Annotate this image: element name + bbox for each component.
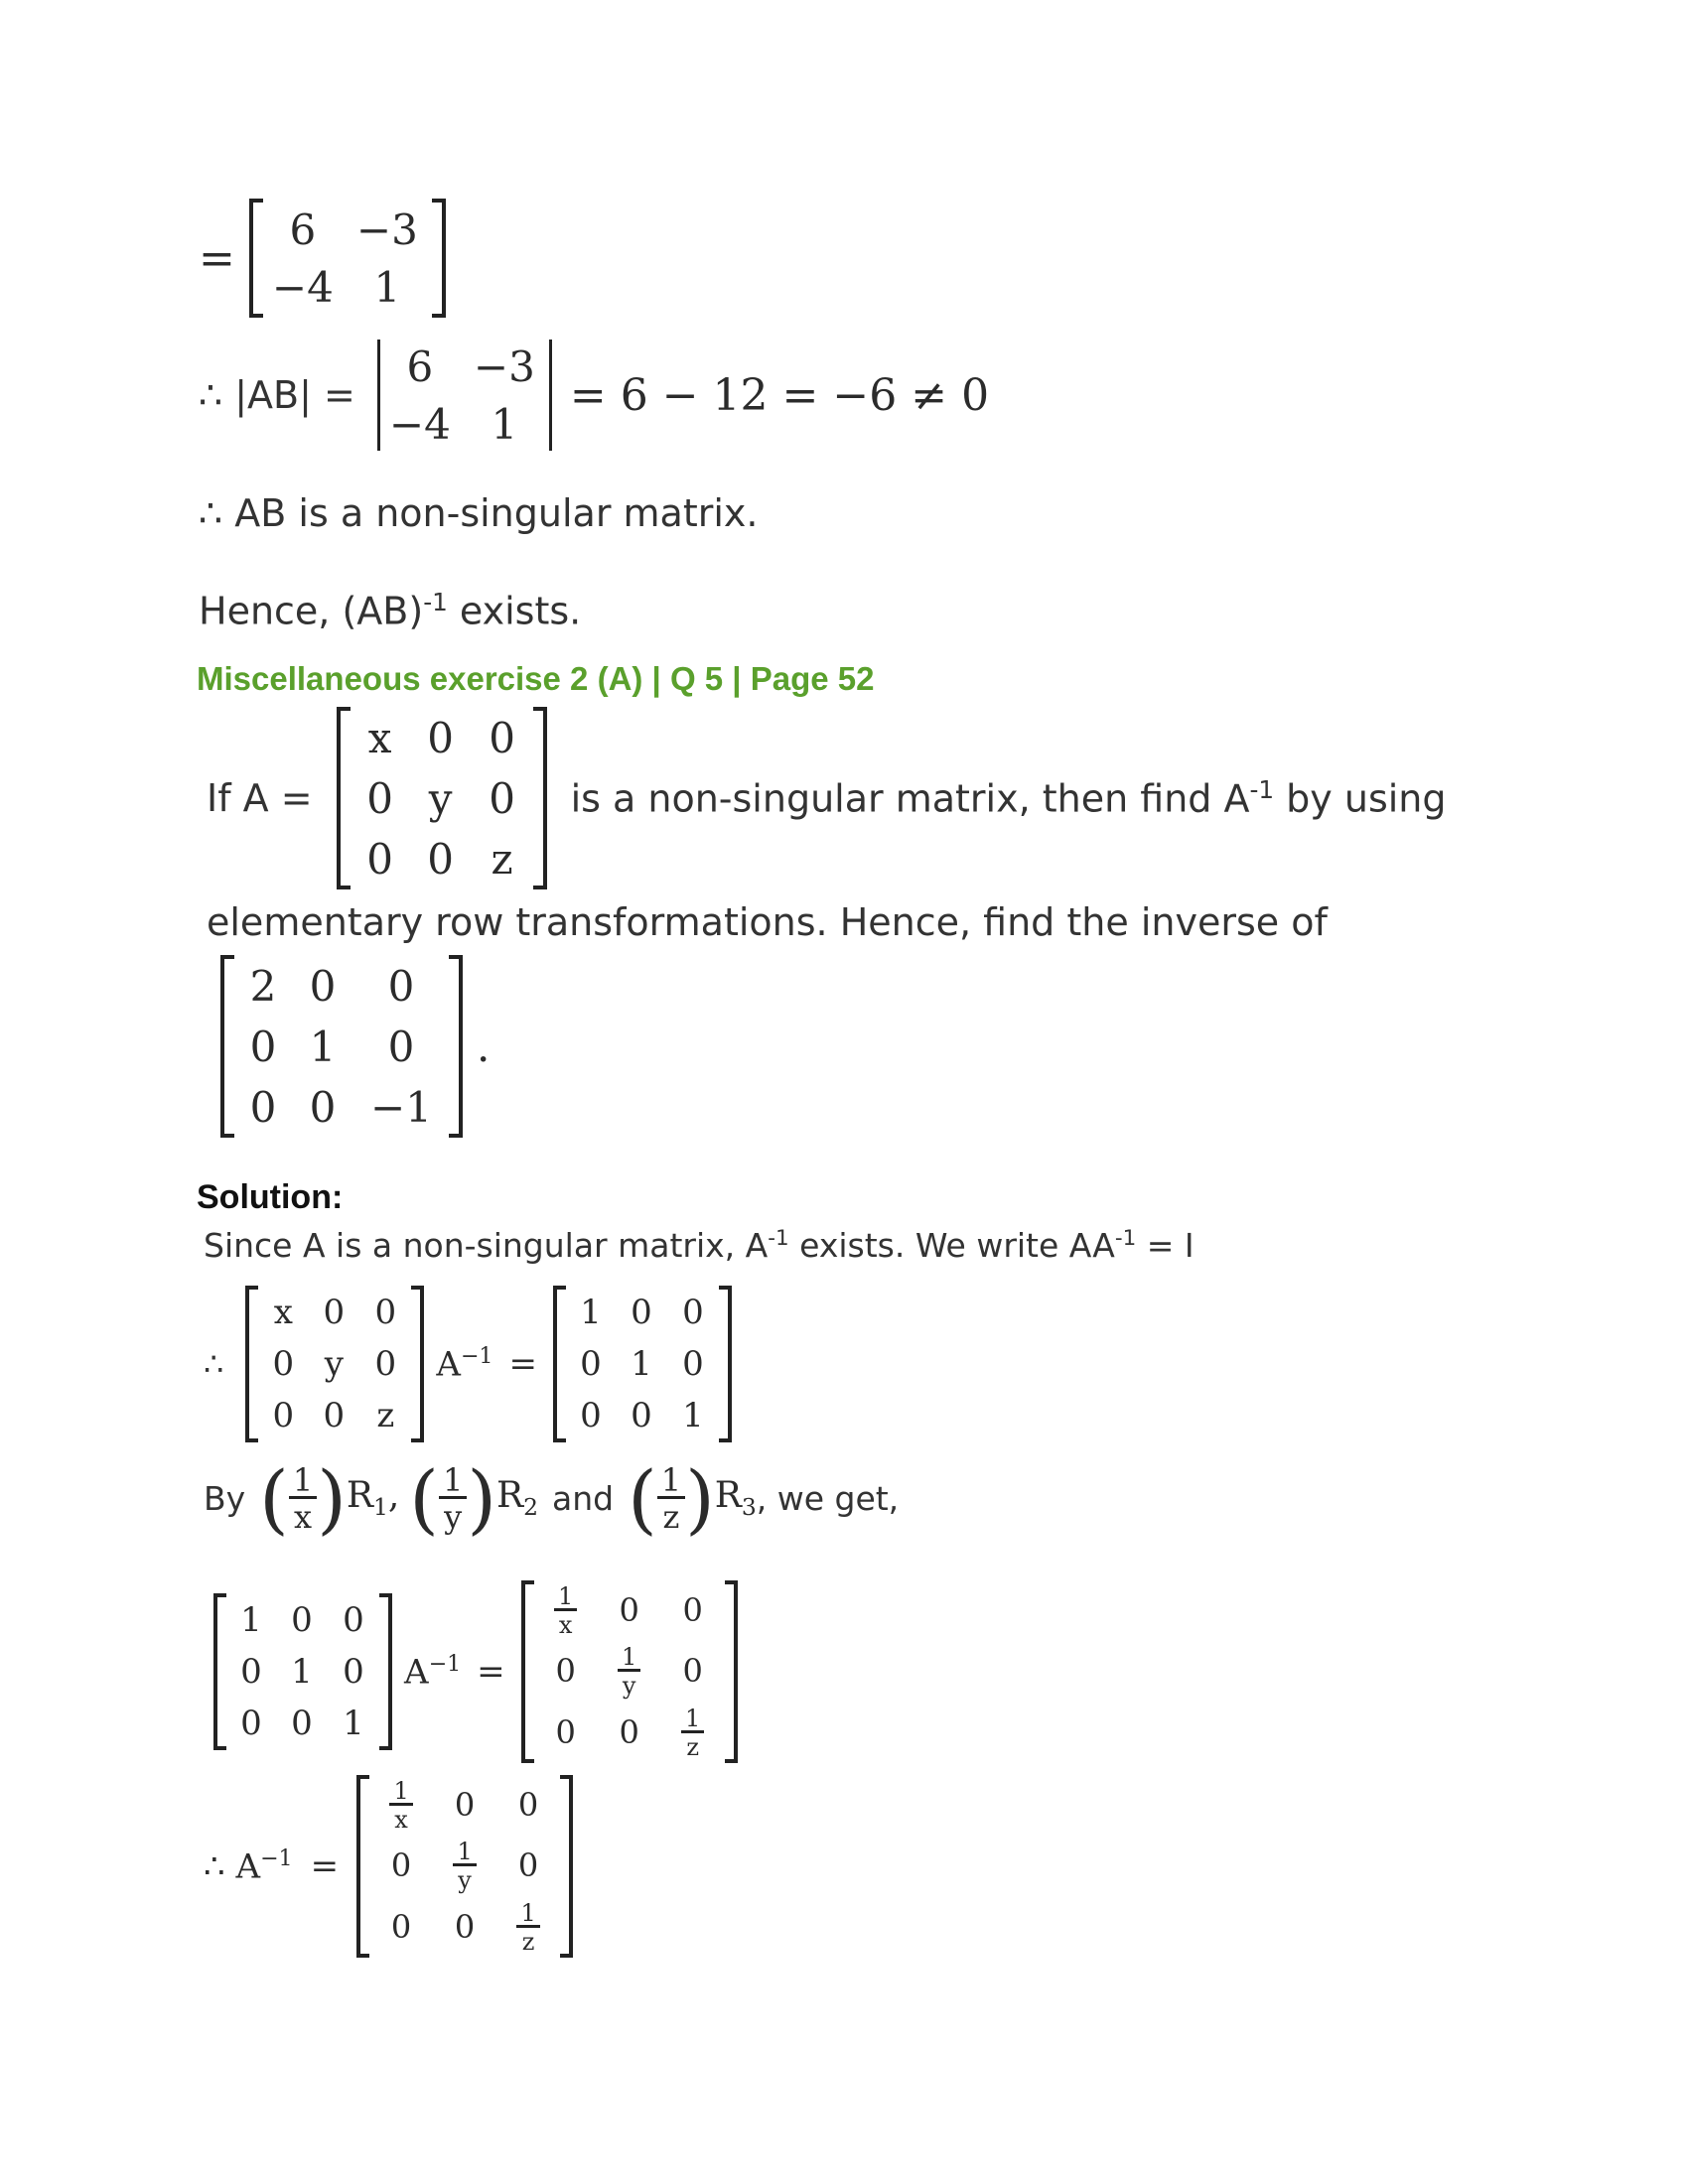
equation-2: [213, 1580, 738, 1763]
a-inverse: $A^{-1}$: [436, 1343, 493, 1385]
matrix-a: [337, 707, 547, 889]
matrix-cell: 0: [272, 1396, 295, 1435]
left-bracket: [245, 1286, 258, 1442]
matrix-cell: 0: [309, 961, 337, 1011]
matrix-cell: 0: [374, 1293, 397, 1332]
fraction-1-over-x: $\frac{1}{x}$: [289, 1464, 317, 1533]
we-get-text: , we get,: [756, 1479, 900, 1518]
matrix-cell: 0: [580, 1344, 602, 1384]
matrix-cell: 0: [343, 1600, 364, 1640]
solution-line-1: Since A is a non-singular matrix, $A^{-1}$ exists. We write $AA^{-1} = I$: [204, 1226, 1195, 1265]
left-bracket: [553, 1286, 566, 1442]
solution-label: Solution:: [197, 1178, 344, 1216]
fraction-1-over-x: $\frac{1}{x}$: [554, 1584, 577, 1637]
matrix-cell: 0: [240, 1704, 262, 1743]
left-paren: (: [628, 1454, 657, 1543]
matrix-cell: 0: [682, 1591, 703, 1629]
matrix-cell: 0: [387, 1022, 415, 1071]
fraction-1-over-z: $\frac{1}{z}$: [516, 1901, 539, 1954]
det-prefix: ∴ |AB| =: [199, 373, 355, 417]
matrix-cell: 0: [249, 1082, 277, 1132]
matrix-cell: 0: [619, 1591, 639, 1629]
right-bracket: [411, 1286, 424, 1442]
matrix-cell: 2: [249, 961, 277, 1011]
det-cell: 1: [491, 399, 518, 449]
matrix-cell: −1: [370, 1082, 432, 1132]
matrix-cell: 0: [291, 1704, 313, 1743]
matrix-cell: y: [428, 773, 453, 823]
matrix-cell: 1: [291, 1652, 313, 1692]
equals-sign: =: [508, 1344, 537, 1384]
matrix-cell: 0: [517, 1846, 539, 1884]
matrix-b: [220, 955, 490, 1138]
matrix-cell: 0: [291, 1600, 313, 1640]
matrix-cell: 0: [682, 1344, 704, 1384]
matrix-cell: 0: [454, 1908, 476, 1946]
matrix-cell: x: [273, 1293, 293, 1332]
matrix-cell: 0: [323, 1293, 346, 1332]
det-bar-right: [549, 340, 552, 451]
matrix-cell: 1: [309, 1022, 337, 1071]
equals-sign: =: [199, 232, 235, 284]
a-inverse-prefix: ∴ $A^{-1}$: [204, 1845, 293, 1887]
fraction-1-over-z: $\frac{1}{z}$: [681, 1706, 704, 1759]
and-text: and: [551, 1479, 615, 1518]
right-bracket: [449, 955, 463, 1138]
right-paren: ): [317, 1454, 347, 1543]
left-bracket: [521, 1580, 534, 1763]
matrix-cell: x: [367, 713, 392, 762]
matrix-cell: 0: [249, 1022, 277, 1071]
matrix-cell: z: [376, 1396, 395, 1435]
therefore-symbol: ∴: [204, 1345, 224, 1383]
right-paren: ): [467, 1454, 496, 1543]
matrix-cell: 6: [289, 205, 317, 254]
matrix-cell: 0: [631, 1293, 652, 1332]
matrix-xyz: [245, 1286, 424, 1442]
row-op-2: $R_2$: [495, 1475, 538, 1522]
matrix-cell: 0: [427, 713, 454, 762]
period: .: [477, 1022, 491, 1071]
result-matrix: [249, 199, 446, 318]
matrix-cell: 0: [454, 1786, 476, 1824]
matrix-cell: 0: [427, 834, 454, 884]
matrix-cell: 1: [240, 1600, 262, 1640]
matrix-cell: 0: [489, 713, 515, 762]
matrix-cell: 1: [373, 262, 401, 312]
matrix-cell: 0: [240, 1652, 262, 1692]
matrix-cell: −4: [271, 262, 334, 312]
hence-text: Hence, (AB): [199, 589, 424, 633]
hence-exists: [199, 588, 581, 633]
matrix-cell: z: [491, 834, 513, 884]
left-bracket: [356, 1775, 369, 1958]
left-bracket: [213, 1593, 226, 1750]
matrix-cell: 0: [631, 1396, 652, 1435]
fraction-1-over-y: $\frac{1}{y}$: [453, 1840, 476, 1892]
nonsingular-statement: ∴ AB is a non-singular matrix.: [199, 491, 759, 535]
matrix-cell: 0: [682, 1652, 703, 1690]
fraction-1-over-x: $\frac{1}{x}$: [389, 1779, 412, 1832]
det-cell: −3: [473, 341, 535, 391]
matrix-cell: 0: [580, 1396, 602, 1435]
left-paren: (: [409, 1454, 439, 1543]
result-matrix-line: [199, 199, 446, 318]
right-bracket: [379, 1593, 392, 1750]
left-bracket: [337, 707, 351, 889]
matrix-cell: 0: [390, 1908, 412, 1946]
matrix-cell: 0: [682, 1293, 704, 1332]
question-prefix: If A =: [207, 776, 313, 820]
right-paren: ): [685, 1454, 715, 1543]
right-bracket: [533, 707, 547, 889]
matrix-cell: 1: [580, 1293, 602, 1332]
question-line-2: elementary row transformations. Hence, find the inverse of: [207, 900, 1328, 944]
matrix-cell: −3: [355, 205, 418, 254]
equals-sign: =: [310, 1846, 340, 1886]
matrix-cell: 0: [390, 1846, 412, 1884]
by-text: By: [204, 1479, 246, 1518]
left-bracket: [249, 199, 263, 318]
equation-1: [204, 1286, 732, 1442]
det-cell: −4: [388, 399, 451, 449]
identity-matrix: [213, 1593, 392, 1750]
question-heading: Miscellaneous exercise 2 (A) | Q 5 | Page 52: [197, 660, 875, 697]
a-inverse: $A^{-1}$: [404, 1651, 462, 1693]
matrix-cell: 0: [619, 1713, 639, 1751]
determinant: [377, 338, 552, 453]
by-line: [204, 1454, 899, 1543]
matrix-cell: 0: [555, 1713, 576, 1751]
matrix-cell: 0: [272, 1344, 295, 1384]
equation-3: [204, 1775, 573, 1958]
equals-sign: =: [477, 1652, 505, 1692]
row-op-3: $R_3$: [714, 1475, 757, 1522]
matrix-cell: 0: [366, 773, 393, 823]
right-bracket: [719, 1286, 732, 1442]
identity-matrix: [553, 1286, 732, 1442]
determinant-line: [199, 338, 989, 453]
question-line: [207, 707, 1447, 889]
inverse-exponent: -1: [423, 588, 448, 616]
matrix-cell: 0: [343, 1652, 364, 1692]
matrix-cell: 0: [555, 1652, 576, 1690]
left-bracket: [220, 955, 234, 1138]
exists-text: exists.: [447, 589, 582, 633]
matrix-cell: 0: [366, 834, 393, 884]
reciprocal-diagonal-matrix: [521, 1580, 738, 1763]
matrix-cell: 0: [309, 1082, 337, 1132]
right-bracket: [560, 1775, 573, 1958]
right-bracket: [725, 1580, 738, 1763]
matrix-cell: 0: [374, 1344, 397, 1384]
matrix-cell: 0: [323, 1396, 346, 1435]
fraction-1-over-y: $\frac{1}{y}$: [439, 1464, 467, 1533]
det-cell: 6: [406, 341, 434, 391]
question-text: is a non-singular matrix, then find $A^{-1}$ by using: [570, 775, 1447, 821]
matrix-cell: 1: [343, 1704, 364, 1743]
matrix-cell: 1: [631, 1344, 652, 1384]
matrix-cell: 0: [387, 961, 415, 1011]
matrix-cell: 1: [682, 1396, 704, 1435]
fraction-1-over-z: $\frac{1}{z}$: [657, 1464, 685, 1533]
det-result: = 6 − 12 = −6 ≠ 0: [569, 369, 990, 421]
left-paren: (: [259, 1454, 289, 1543]
fraction-1-over-y: $\frac{1}{y}$: [618, 1645, 640, 1698]
inverse-matrix: [356, 1775, 573, 1958]
row-op-1: $R_1$,: [346, 1475, 400, 1522]
right-bracket: [432, 199, 446, 318]
matrix-cell: 0: [489, 773, 515, 823]
matrix-cell: 0: [517, 1786, 539, 1824]
matrix-cell: y: [324, 1344, 344, 1384]
